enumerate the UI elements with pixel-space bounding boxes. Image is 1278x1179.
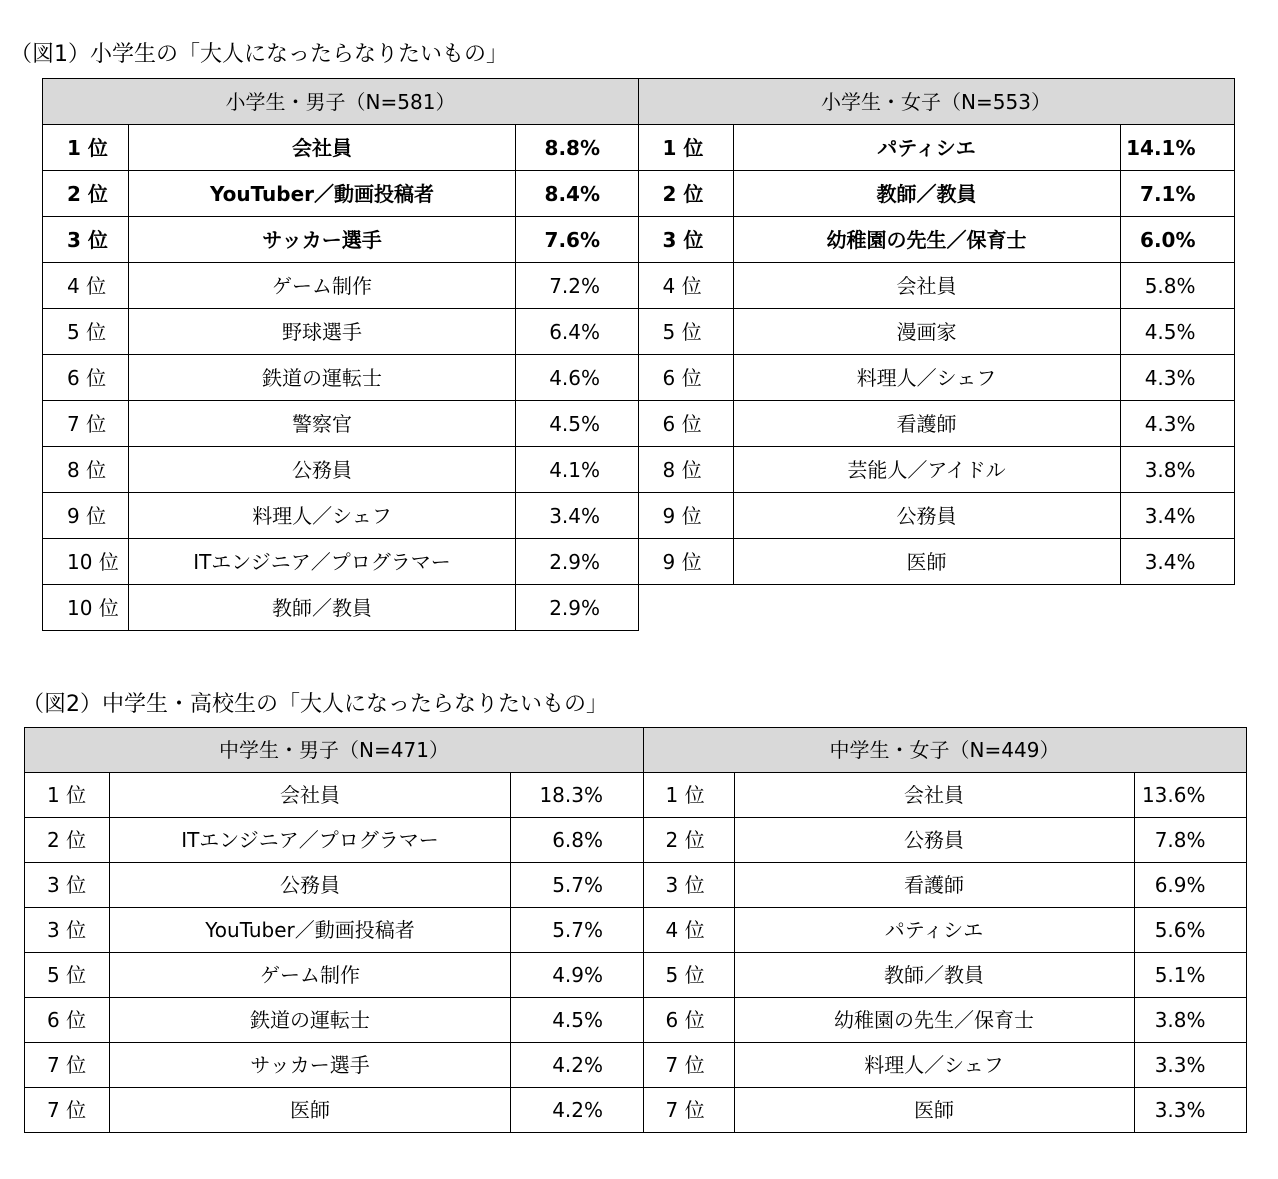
rank-cell: 5 位 (638, 309, 733, 355)
table-row (25, 908, 644, 953)
table-row (43, 401, 639, 447)
rank-cell: 3 位 (43, 217, 129, 263)
percent-cell: 5.1% (1134, 953, 1246, 998)
percent-cell: 8.4% (516, 171, 639, 217)
rank-cell: 3 位 (25, 908, 110, 953)
percent-cell: 14.1% (1120, 125, 1234, 171)
job-cell: 幼稚園の先生／保育士 (733, 217, 1120, 263)
job-cell: 教師／教員 (129, 585, 516, 631)
table-row (25, 818, 644, 863)
job-cell: 会社員 (129, 125, 516, 171)
figure2-tables (24, 727, 1247, 1133)
table-row (43, 171, 639, 217)
percent-cell: 6.8% (511, 818, 644, 863)
percent-cell: 2.9% (516, 585, 639, 631)
percent-cell: 18.3% (511, 773, 644, 818)
job-cell: 料理人／シェフ (129, 493, 516, 539)
job-cell: 教師／教員 (733, 171, 1120, 217)
figure1-boys-table (42, 78, 639, 631)
figure1-title: （図1）小学生の「大人になったらなりたいもの」 (10, 42, 508, 67)
rank-cell: 6 位 (643, 998, 734, 1043)
job-cell: 漫画家 (733, 309, 1120, 355)
job-cell: ゲーム制作 (110, 953, 511, 998)
figure1-girls-table (638, 78, 1235, 585)
table-row (643, 818, 1246, 863)
table-row (643, 1043, 1246, 1088)
figure1-tables (42, 78, 1235, 631)
percent-cell: 8.8% (516, 125, 639, 171)
rank-cell: 1 位 (25, 773, 110, 818)
job-cell: パティシエ (733, 125, 1120, 171)
rank-cell: 7 位 (643, 1088, 734, 1133)
table-row (25, 773, 644, 818)
percent-cell: 4.5% (1120, 309, 1234, 355)
job-cell: ITエンジニア／プログラマー (129, 539, 516, 585)
percent-cell: 7.6% (516, 217, 639, 263)
job-cell: 医師 (733, 539, 1120, 585)
table-row (643, 1088, 1246, 1133)
rank-cell: 3 位 (638, 217, 733, 263)
figure2-boys-table (24, 727, 644, 1133)
table-row (43, 217, 639, 263)
rank-cell: 7 位 (43, 401, 129, 447)
job-cell: YouTuber／動画投稿者 (129, 171, 516, 217)
rank-cell: 6 位 (638, 401, 733, 447)
table-row (25, 953, 644, 998)
table-row (643, 953, 1246, 998)
rank-cell: 8 位 (43, 447, 129, 493)
job-cell: 料理人／シェフ (733, 355, 1120, 401)
table-row (643, 908, 1246, 953)
job-cell: 鉄道の運転士 (110, 998, 511, 1043)
table-row (643, 863, 1246, 908)
table-row (25, 998, 644, 1043)
table-row (638, 447, 1234, 493)
percent-cell: 4.3% (1120, 401, 1234, 447)
rank-cell: 4 位 (638, 263, 733, 309)
rank-cell: 9 位 (638, 493, 733, 539)
percent-cell: 3.4% (516, 493, 639, 539)
percent-cell: 4.9% (511, 953, 644, 998)
percent-cell: 4.5% (516, 401, 639, 447)
table-row (43, 263, 639, 309)
rank-cell: 2 位 (25, 818, 110, 863)
percent-cell: 6.0% (1120, 217, 1234, 263)
percent-cell: 5.7% (511, 863, 644, 908)
table-row (638, 125, 1234, 171)
table-row (25, 1043, 644, 1088)
table-row (43, 539, 639, 585)
table-row (643, 998, 1246, 1043)
rank-cell: 9 位 (638, 539, 733, 585)
figure1-boys-body (43, 125, 639, 631)
percent-cell: 3.4% (1120, 539, 1234, 585)
table-row (43, 355, 639, 401)
rank-cell: 6 位 (25, 998, 110, 1043)
rank-cell: 7 位 (25, 1088, 110, 1133)
percent-cell: 6.9% (1134, 863, 1246, 908)
percent-cell: 3.3% (1134, 1088, 1246, 1133)
job-cell: 医師 (734, 1088, 1134, 1133)
figure1-boys-header: 小学生・男子（N=581） (43, 79, 639, 125)
rank-cell: 4 位 (43, 263, 129, 309)
percent-cell: 3.3% (1134, 1043, 1246, 1088)
job-cell: ゲーム制作 (129, 263, 516, 309)
rank-cell: 7 位 (643, 1043, 734, 1088)
rank-cell: 9 位 (43, 493, 129, 539)
table-row (638, 171, 1234, 217)
percent-cell: 4.1% (516, 447, 639, 493)
rank-cell: 1 位 (643, 773, 734, 818)
job-cell: 公務員 (129, 447, 516, 493)
rank-cell: 1 位 (43, 125, 129, 171)
rank-cell: 5 位 (25, 953, 110, 998)
job-cell: 鉄道の運転士 (129, 355, 516, 401)
rank-cell: 2 位 (638, 171, 733, 217)
percent-cell: 3.8% (1134, 998, 1246, 1043)
rank-cell: 3 位 (25, 863, 110, 908)
rank-cell: 2 位 (43, 171, 129, 217)
table-row (638, 539, 1234, 585)
percent-cell: 13.6% (1134, 773, 1246, 818)
job-cell: 会社員 (734, 773, 1134, 818)
job-cell: ITエンジニア／プログラマー (110, 818, 511, 863)
figure2-boys-header: 中学生・男子（N=471） (25, 728, 644, 773)
rank-cell: 4 位 (643, 908, 734, 953)
job-cell: 幼稚園の先生／保育士 (734, 998, 1134, 1043)
percent-cell: 7.2% (516, 263, 639, 309)
job-cell: 看護師 (733, 401, 1120, 447)
percent-cell: 5.8% (1120, 263, 1234, 309)
job-cell: サッカー選手 (129, 217, 516, 263)
table-row (638, 493, 1234, 539)
percent-cell: 4.3% (1120, 355, 1234, 401)
rank-cell: 8 位 (638, 447, 733, 493)
table-row (43, 585, 639, 631)
percent-cell: 5.6% (1134, 908, 1246, 953)
table-row (43, 493, 639, 539)
table-row (638, 355, 1234, 401)
percent-cell: 2.9% (516, 539, 639, 585)
rank-cell: 10 位 (43, 585, 129, 631)
rank-cell: 6 位 (638, 355, 733, 401)
percent-cell: 3.4% (1120, 493, 1234, 539)
job-cell: 野球選手 (129, 309, 516, 355)
percent-cell: 7.8% (1134, 818, 1246, 863)
job-cell: 料理人／シェフ (734, 1043, 1134, 1088)
job-cell: 医師 (110, 1088, 511, 1133)
table-row (25, 863, 644, 908)
figure2-girls-body (643, 773, 1246, 1133)
table-row (638, 401, 1234, 447)
figure2-title: （図2）中学生・高校生の「大人になったらなりたいもの」 (22, 692, 608, 717)
figure2-boys-body (25, 773, 644, 1133)
rank-cell: 10 位 (43, 539, 129, 585)
percent-cell: 6.4% (516, 309, 639, 355)
job-cell: パティシエ (734, 908, 1134, 953)
table-row (643, 773, 1246, 818)
rank-cell: 7 位 (25, 1043, 110, 1088)
rank-cell: 3 位 (643, 863, 734, 908)
job-cell: 会社員 (110, 773, 511, 818)
percent-cell: 4.2% (511, 1043, 644, 1088)
job-cell: 芸能人／アイドル (733, 447, 1120, 493)
percent-cell: 3.8% (1120, 447, 1234, 493)
percent-cell: 5.7% (511, 908, 644, 953)
job-cell: 公務員 (733, 493, 1120, 539)
table-row (43, 309, 639, 355)
table-row (43, 447, 639, 493)
table-row (638, 263, 1234, 309)
figure1-girls-header: 小学生・女子（N=553） (638, 79, 1234, 125)
job-cell: 公務員 (110, 863, 511, 908)
job-cell: 会社員 (733, 263, 1120, 309)
percent-cell: 4.5% (511, 998, 644, 1043)
rank-cell: 5 位 (643, 953, 734, 998)
rank-cell: 2 位 (643, 818, 734, 863)
table-row (638, 217, 1234, 263)
job-cell: サッカー選手 (110, 1043, 511, 1088)
table-row (25, 1088, 644, 1133)
rank-cell: 1 位 (638, 125, 733, 171)
figure2-girls-table (643, 727, 1247, 1133)
job-cell: 看護師 (734, 863, 1134, 908)
percent-cell: 4.2% (511, 1088, 644, 1133)
figure2-girls-header: 中学生・女子（N=449） (643, 728, 1246, 773)
figure1-girls-body (638, 125, 1234, 585)
job-cell: YouTuber／動画投稿者 (110, 908, 511, 953)
job-cell: 警察官 (129, 401, 516, 447)
rank-cell: 6 位 (43, 355, 129, 401)
job-cell: 公務員 (734, 818, 1134, 863)
rank-cell: 5 位 (43, 309, 129, 355)
table-row (43, 125, 639, 171)
job-cell: 教師／教員 (734, 953, 1134, 998)
percent-cell: 7.1% (1120, 171, 1234, 217)
table-row (638, 309, 1234, 355)
percent-cell: 4.6% (516, 355, 639, 401)
